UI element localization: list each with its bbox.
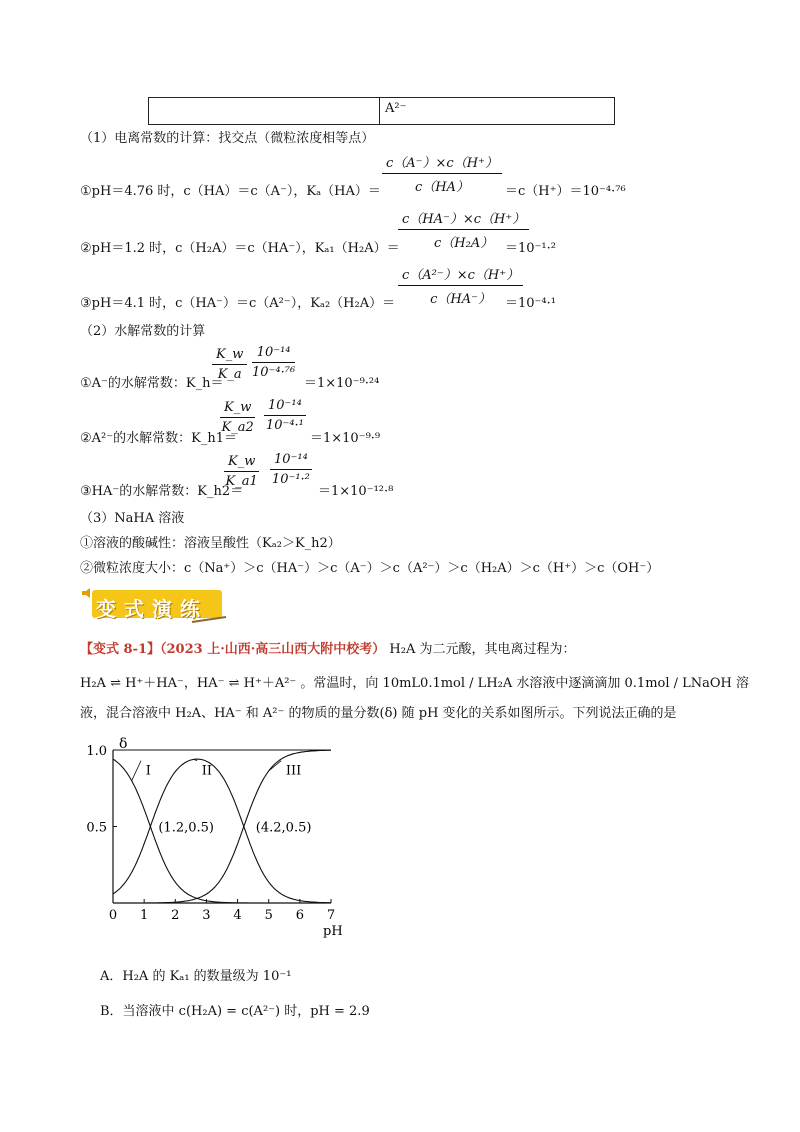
frac-denominator: c（HA） [414, 180, 469, 195]
sec2-h2-lead: ②A²⁻的水解常数：K_h1＝ [80, 431, 237, 446]
sec1-line2-tail: ＝10⁻¹·² [505, 241, 556, 256]
sec2-h1-frac2 [252, 345, 295, 380]
frac-numerator: K_w [220, 400, 255, 418]
banner-text: 变式演练 [96, 597, 208, 621]
frac-denominator: 10⁻⁴·⁷⁶ [252, 365, 296, 380]
y-axis-label: δ [119, 736, 128, 752]
frac-numerator: 10⁻¹⁴ [270, 452, 312, 470]
annotation-2: (4.2,0.5) [255, 820, 312, 836]
sec2-h1-frac1 [212, 347, 247, 382]
frac-denominator: K_a1 [225, 474, 258, 489]
question-intro: H₂A 为二元酸，其电离过程为： [389, 642, 576, 657]
sec3-title: （3）NaHA 溶液 [80, 511, 185, 526]
option-a[interactable]: A．H₂A 的 Kₐ₁ 的数量级为 10⁻¹ [100, 969, 292, 984]
series-label-II: II [201, 763, 213, 779]
sec2-h3-tail: ＝1×10⁻¹²·⁸ [318, 484, 394, 499]
option-b[interactable]: B．当溶液中 c(H₂A) = c(A²⁻) 时，pH = 2.9 [100, 1004, 370, 1019]
x-tick-label: 7 [326, 908, 336, 923]
sec1-line1-tail: ＝c（H⁺）＝10⁻⁴·⁷⁶ [505, 184, 626, 199]
distribution-chart [80, 735, 370, 950]
sec1-line1-lead: ①pH＝4.76 时，c（HA）＝c（A⁻），Kₐ（HA）＝ [80, 184, 381, 199]
x-tick-label: 1 [140, 908, 149, 923]
y-tick-label: 1.0 [86, 744, 107, 759]
frac-denominator: 10⁻¹·² [271, 472, 310, 487]
frac-numerator: K_w [212, 347, 247, 365]
frac-numerator: 10⁻¹⁴ [264, 398, 306, 416]
sec2-h2-tail: ＝1×10⁻⁹·⁹ [310, 431, 381, 446]
frac-denominator: K_a2 [221, 420, 254, 435]
sec1-line3-tail: ＝10⁻⁴·¹ [505, 296, 556, 311]
pencil-icon [190, 614, 230, 624]
sec2-h3-frac1 [224, 454, 259, 489]
x-tick-label: 4 [233, 908, 242, 923]
frac-numerator: 10⁻¹⁴ [252, 345, 295, 363]
sec2-h1-lead: ①A⁻的水解常数：K_h＝ [80, 376, 224, 391]
sec2-h2-frac1 [220, 400, 255, 435]
x-tick-label: 5 [264, 908, 273, 923]
species-table-row [148, 97, 615, 125]
question-tag: 【变式 8-1】（2023 上·山西·高三山西大附中校考） [80, 642, 386, 657]
practice-banner [80, 586, 228, 620]
x-tick-label: 3 [202, 908, 211, 923]
frac-numerator: c（A⁻）×c（H⁺） [382, 152, 502, 174]
frac-denominator: c（H₂A） [434, 236, 494, 251]
sec1-title: （1）电离常数的计算：找交点（微粒浓度相等点） [80, 131, 375, 146]
x-tick-label: 6 [295, 908, 304, 923]
sec1-line3-lead: ③pH＝4.1 时，c（HA⁻）＝c（A²⁻），Kₐ₂（H₂A）＝ [80, 296, 396, 311]
annotation-1: (1.2,0.5) [158, 820, 214, 836]
sec2-h3-frac2 [270, 452, 312, 487]
x-tick-label: 0 [108, 908, 118, 923]
y-tick-label: 0.5 [86, 820, 107, 836]
series-label-leader [269, 761, 281, 771]
sec2-h2-frac2 [264, 398, 306, 433]
frac-numerator: c（A²⁻）×c（H⁺） [398, 264, 523, 286]
frac-numerator: K_w [224, 454, 259, 472]
series-label-III: III [285, 763, 302, 779]
question-line2: H₂A ⇌ H⁺＋HA⁻，HA⁻ ⇌ H⁺＋A²⁻ 。常温时，向 10mL0.1mol / LH₂A 水溶液中逐滴滴加 0.1mol / LNaOH 溶 [80, 676, 750, 691]
sec3-p1: ①溶液的酸碱性：溶液呈酸性（Kₐ₂＞K_h2） [80, 536, 341, 551]
frac-denominator: 10⁻⁴·¹ [265, 418, 304, 433]
series-label-leader [132, 761, 141, 781]
sec2-title: （2）水解常数的计算 [80, 324, 206, 339]
x-axis-label: pH [323, 924, 343, 939]
frac-denominator: K_a [217, 367, 242, 382]
question-header [80, 638, 576, 657]
frac-denominator: c（HA⁻） [430, 292, 491, 307]
sec1-line2-lead: ②pH＝1.2 时，c（H₂A）＝c（HA⁻），Kₐ₁（H₂A）＝ [80, 241, 400, 256]
frac-numerator: c（HA⁻）×c（H⁺） [398, 208, 529, 230]
question-line3: 液，混合溶液中 H₂A、HA⁻ 和 A²⁻ 的物质的量分数(δ) 随 pH 变化的关系如图所示。下列说法正确的是 [80, 706, 677, 721]
series-label-I: I [145, 763, 151, 779]
sec2-h3-lead: ③HA⁻的水解常数：K_h2＝ [80, 484, 244, 499]
sec3-p2: ②微粒浓度大小：c（Na⁺）＞c（HA⁻）＞c（A⁻）＞c（A²⁻）＞c（H₂A）＞c（H⁺）＞c（OH⁻） [80, 561, 660, 576]
table-cell-a2-: A²⁻ [385, 101, 407, 116]
x-tick-label: 2 [171, 908, 180, 923]
sec2-h1-tail: ＝1×10⁻⁹·²⁴ [304, 376, 380, 391]
sec1-line1-fraction [382, 152, 502, 195]
